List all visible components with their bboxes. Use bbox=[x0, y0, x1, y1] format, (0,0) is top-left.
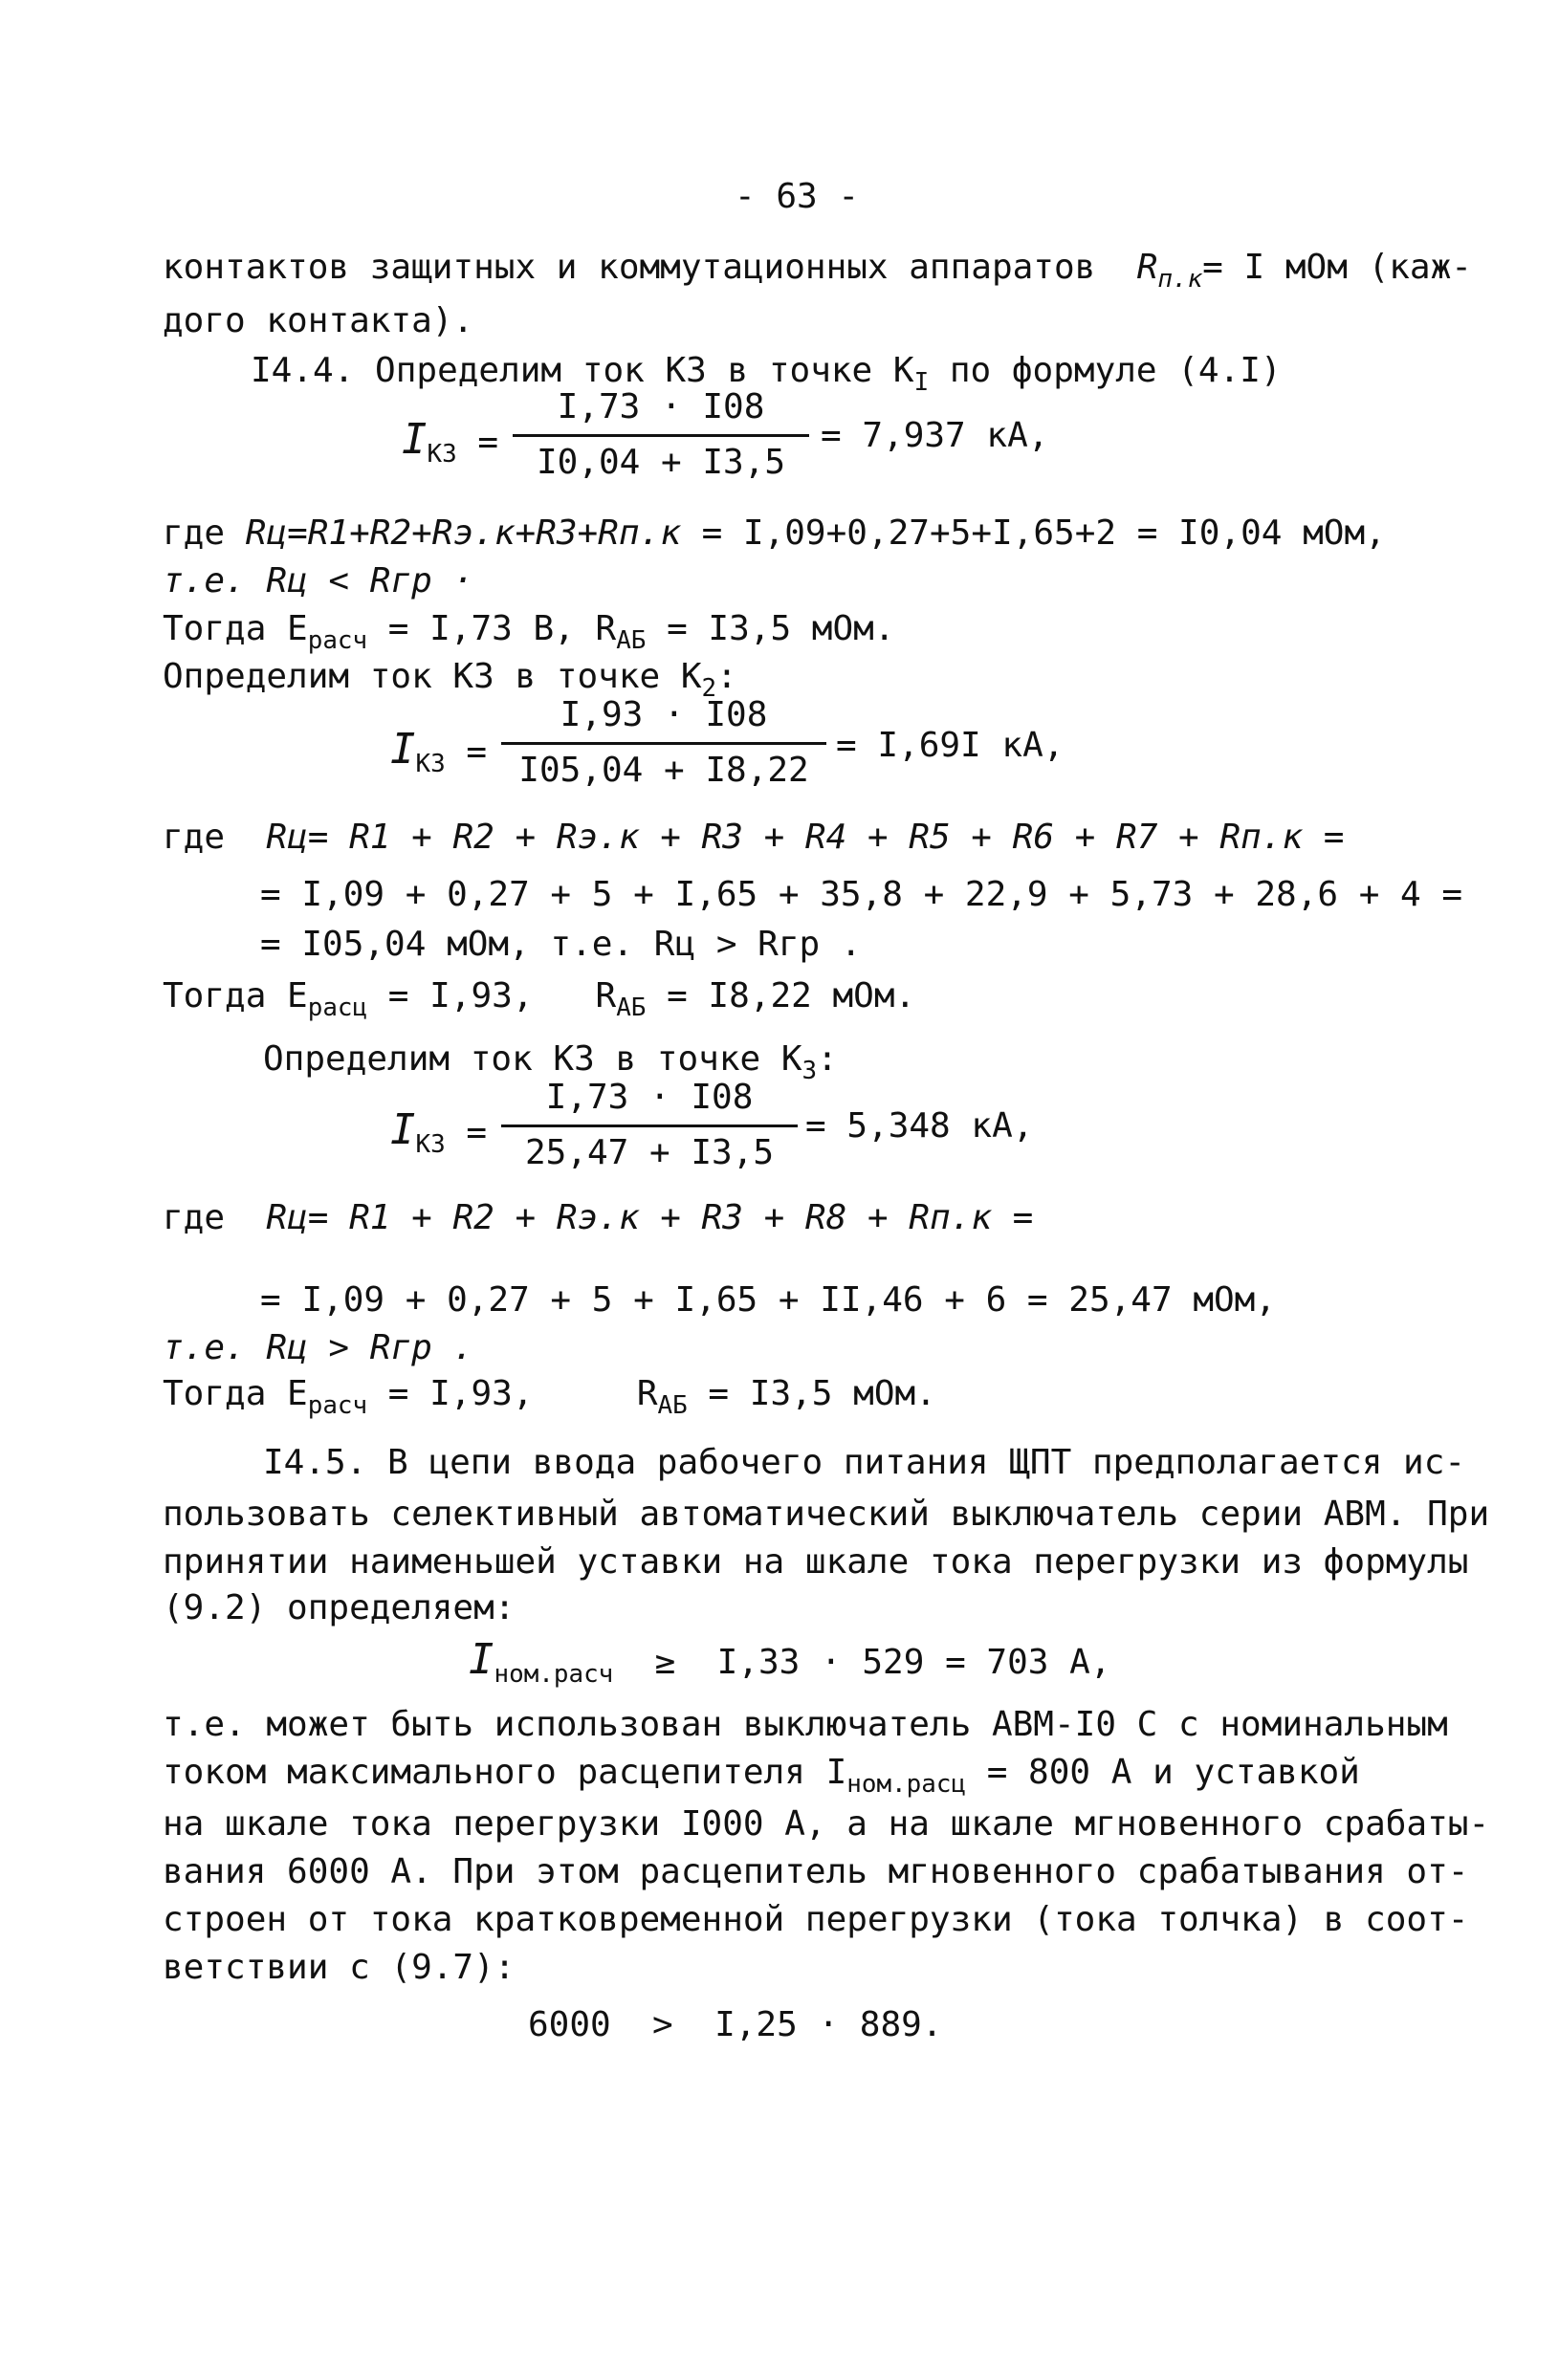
k2-lead: Определим ток КЗ в точке $К_2$: bbox=[163, 657, 737, 704]
formula-1-denominator: I0,04 + I3,5 bbox=[536, 443, 786, 482]
intro-line-1 bbox=[163, 248, 1472, 295]
formula-3-lhs: $I_{КЗ}$ = bbox=[390, 1105, 488, 1160]
formula-3-numerator: I,73 · I08 bbox=[545, 1078, 754, 1117]
intro-line-2: дого контакта). bbox=[163, 301, 474, 340]
ie-3: т.е. Rц > Rгр . bbox=[163, 1328, 474, 1367]
formula-1-fraction bbox=[513, 387, 809, 495]
formula-2-result: = I,69I кА, bbox=[836, 726, 1065, 765]
formula-1-result: = 7,937 кА, bbox=[821, 416, 1049, 455]
then-2: Тогда $E_{расц} = I,93$, $R_{АБ} = I8,22$ мОм. bbox=[163, 976, 916, 1023]
formula-3-result: = 5,348 кА, bbox=[805, 1106, 1034, 1146]
formula-3-denominator: 25,47 + I3,5 bbox=[524, 1133, 775, 1172]
formula-2-lhs: $I_{КЗ}$ = bbox=[390, 725, 488, 779]
where-3-line-2: = I,09 + 0,27 + 5 + I,65 + II,46 + 6 = 25,47 мОм, bbox=[260, 1280, 1277, 1320]
where-2-expression: Rц= R1 + R2 + Rэ.к + R3 + R4 + R5 + R6 + R7 + Rп.к = bbox=[266, 818, 1345, 857]
where-2-line-2: = I,09 + 0,27 + 5 + I,65 + 35,8 + 22,9 + 5,73 + 28,6 + 4 = bbox=[260, 875, 1463, 914]
then-1: Тогда $E_{расч} = I,73$ В, $R_{АБ} = I3,5$ мОм. bbox=[163, 609, 895, 656]
formula-3-fraction bbox=[501, 1078, 798, 1186]
s14-5-line-8: вания 6000 А. При этом расцепитель мгновенного срабатывания от- bbox=[163, 1852, 1469, 1891]
fraction-bar bbox=[513, 434, 809, 437]
s14-5-line-9: строен от тока кратковременной перегрузки (тока толчка) в соот- bbox=[163, 1900, 1469, 1939]
where-3-expression: Rц= R1 + R2 + Rэ.к + R3 + R8 + Rп.к = bbox=[266, 1198, 1034, 1237]
s14-5-line-7: на шкале тока перегрузки I000 А, а на шкале мгновенного срабаты- bbox=[163, 1804, 1490, 1844]
section-14-4-lead: I4.4. Определим ток КЗ в точке $К_I$ по формуле (4.I) bbox=[251, 351, 1282, 398]
where-2: где Rц= R1 + R2 + Rэ.к + R3 + R4 + R5 + R6 + R7 + Rп.к = bbox=[163, 818, 1345, 857]
k3-lead: Определим ток КЗ в точке $К_3$: bbox=[263, 1039, 838, 1086]
where-2-line-3: = I05,04 мОм, т.е. Rц > Rгр . bbox=[260, 925, 862, 964]
s14-5-line-3: принятии наименьшей уставки на шкале тока перегрузки из формулы bbox=[163, 1542, 1469, 1582]
s14-5-line-4: (9.2) определяем: bbox=[163, 1588, 516, 1627]
ie-1: т.е. Rц < Rгр · bbox=[163, 561, 474, 600]
page-number: - 63 - bbox=[735, 177, 860, 216]
formula-2-numerator: I,93 · I08 bbox=[560, 695, 768, 734]
formula-1-numerator: I,73 · I08 bbox=[557, 387, 765, 426]
formula-2-fraction bbox=[501, 695, 826, 803]
formula-5: 6000 > I,25 · 889. bbox=[528, 2005, 943, 2044]
formula-4: $I_{ном.расч} \ge I,33 \cdot 529 = 703$ А, bbox=[469, 1635, 1111, 1690]
fraction-bar bbox=[501, 1124, 798, 1127]
s14-5-line-5: т.е. может быть использован выключатель АВМ-I0 С с номинальным bbox=[163, 1705, 1448, 1744]
intro-value: = I мОм (каж- bbox=[1202, 248, 1472, 287]
symbol-r-pk: $R_{п.к}$ bbox=[1136, 248, 1203, 295]
intro-text: контактов защитных и коммутационных аппаратов bbox=[163, 248, 1096, 287]
where-1: где Rц=R1+R2+Rэ.к+R3+Rп.к = I,09+0,27+5+I,65+2 = I0,04 мОм, bbox=[163, 513, 1386, 553]
formula-1-lhs: $I_{КЗ}$ = bbox=[402, 415, 499, 469]
fraction-bar bbox=[501, 742, 826, 745]
then-3: Тогда $E_{расч} = I,93$, $R_{АБ} = I3,5$ мОм. bbox=[163, 1374, 936, 1421]
where-3: где Rц= R1 + R2 + Rэ.к + R3 + R8 + Rп.к = bbox=[163, 1198, 1034, 1237]
s14-5-line-10: ветствии с (9.7): bbox=[163, 1948, 516, 1987]
s14-5-line-6: током максимального расцепителя $I_{ном.расц} = 800$ А и уставкой bbox=[163, 1753, 1360, 1800]
s14-5-line-2: пользовать селективный автоматический выключатель серии АВМ. При bbox=[163, 1495, 1490, 1534]
s14-5-line-1: I4.5. В цепи ввода рабочего питания ЩПТ предполагается ис- bbox=[263, 1443, 1466, 1482]
formula-2-denominator: I05,04 + I8,22 bbox=[518, 751, 809, 790]
where-1-expression: Rц=R1+R2+Rэ.к+R3+Rп.к bbox=[245, 513, 681, 553]
